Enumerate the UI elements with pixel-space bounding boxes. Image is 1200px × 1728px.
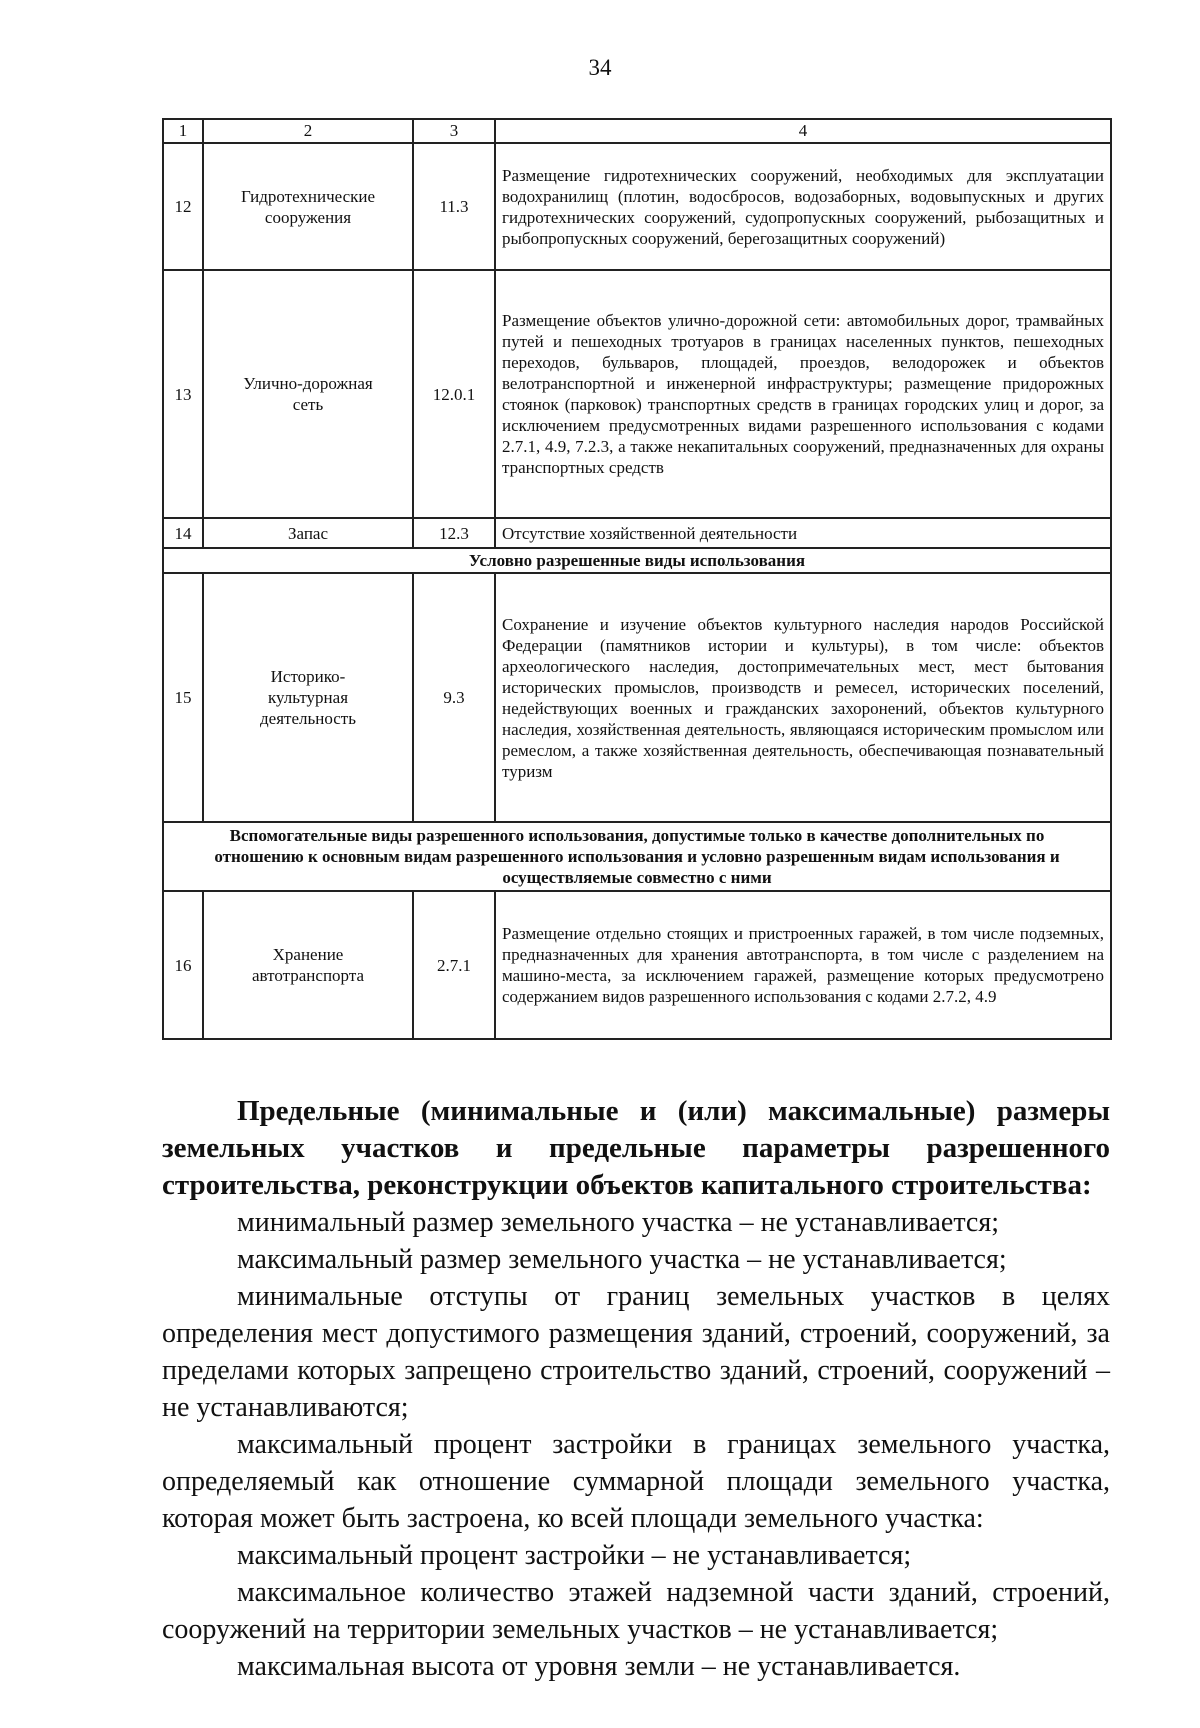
use-type-name: Запас (203, 518, 413, 548)
column-header-1: 1 (163, 119, 203, 143)
page-number: 34 (588, 55, 612, 80)
section-heading-auxiliary: Вспомогательные виды разрешенного использования, допустимые только в качестве дополнительных по отношению к основным видам разрешенного использования и условно разрешенным видам использования и осуществляемые совместно с ними (163, 822, 1111, 891)
use-type-name: Историко-культурная деятельность (203, 573, 413, 822)
table-header-row (163, 119, 1111, 143)
parameter-item: минимальный размер земельного участка – не устанавливается; (237, 1207, 1000, 1238)
use-type-code: 12.0.1 (413, 270, 495, 518)
section-row-conditional (163, 548, 1111, 573)
table-row (163, 573, 1111, 822)
table-row (163, 143, 1111, 270)
parameter-item: минимальные отступы от границ земельных участков в целях определения мест допустимого размещения зданий, строений, сооружений, за пределами которых запрещено строительство зданий, строений, сооружений – не устанавливаются; (162, 1281, 1110, 1423)
use-type-code: 12.3 (413, 518, 495, 548)
permitted-use-table (162, 118, 1112, 1040)
use-type-description: Размещение отдельно стоящих и пристроенных гаражей, в том числе подземных, предназначенных для хранения автотранспорта, в том числе с разделением на машино-места, за исключением гаражей, размещение которых предусмотрено содержанием видов разрешенного использования с кодами 2.7.2, 4.9 (495, 891, 1111, 1039)
use-type-name: Улично-дорожная сеть (203, 270, 413, 518)
row-number: 12 (163, 143, 203, 270)
parameter-item: максимальная высота от уровня земли – не устанавливается. (237, 1651, 961, 1682)
table-row (163, 891, 1111, 1039)
use-type-description: Размещение объектов улично-дорожной сети: автомобильных дорог, трамвайных путей и пешеходных тротуаров в границах населенных пунктов, пешеходных переходов, бульваров, площадей, проездов, велодорожек и объектов велотранспортной и инженерной инфраструктуры; размещение придорожных стоянок (парковок) транспортных средств в границах городских улиц и дорог, за исключением предусмотренных видами разрешенного использования с кодами 2.7.1, 4.9, 7.2.3, а также некапитальных сооружений, предназначенных для охраны транспортных средств (495, 270, 1111, 518)
use-type-name: Хранение автотранспорта (203, 891, 413, 1039)
use-type-code: 2.7.1 (413, 891, 495, 1039)
parameter-item: максимальный размер земельного участка – не устанавливается; (237, 1244, 1007, 1275)
column-header-3: 3 (413, 119, 495, 143)
parameters-section (162, 1093, 1110, 1685)
column-header-4: 4 (495, 119, 1111, 143)
row-number: 16 (163, 891, 203, 1039)
row-number: 14 (163, 518, 203, 548)
table-row (163, 270, 1111, 518)
row-number: 13 (163, 270, 203, 518)
row-number: 15 (163, 573, 203, 822)
use-type-description: Размещение гидротехнических сооружений, необходимых для эксплуатации водохранилищ (плотин, водосбросов, водозаборных, водовыпускных и других гидротехнических сооружений, судопропускных сооружений, рыбозащитных и рыбопропускных сооружений, берегозащитных сооружений) (495, 143, 1111, 270)
parameter-item: максимальное количество этажей надземной части зданий, строений, сооружений на территории земельных участков – не устанавливается; (162, 1577, 1110, 1645)
column-header-2: 2 (203, 119, 413, 143)
parameter-item: максимальный процент застройки – не устанавливается; (237, 1540, 912, 1571)
section-row-auxiliary (163, 822, 1111, 891)
use-type-description: Сохранение и изучение объектов культурного наследия народов Российской Федерации (памятников истории и культуры), в том числе: объектов археологического наследия, достопримечательных мест, мест бытования исторических промыслов, производств и ремесел, исторических поселений, недействующих военных и гражданских захоронений, объектов культурного наследия, хозяйственная деятельность, являющаяся историческим промыслом или ремеслом, а также хозяйственная деятельность, обеспечивающая познавательный туризм (495, 573, 1111, 822)
table-row (163, 518, 1111, 548)
use-type-code: 11.3 (413, 143, 495, 270)
parameter-item: максимальный процент застройки в границах земельного участка, определяемый как отношение суммарной площади земельного участка, которая может быть застроена, ко всей площади земельного участка: (162, 1429, 1110, 1534)
use-type-code: 9.3 (413, 573, 495, 822)
use-type-description: Отсутствие хозяйственной деятельности (495, 518, 1111, 548)
use-type-name: Гидротехнические сооружения (203, 143, 413, 270)
section-heading-conditional: Условно разрешенные виды использования (163, 548, 1111, 573)
parameters-heading: Предельные (минимальные и (или) максимальные) размеры земельных участков и предельные параметры разрешенного строительства, реконструкции объектов капитального строительства: (162, 1095, 1110, 1201)
